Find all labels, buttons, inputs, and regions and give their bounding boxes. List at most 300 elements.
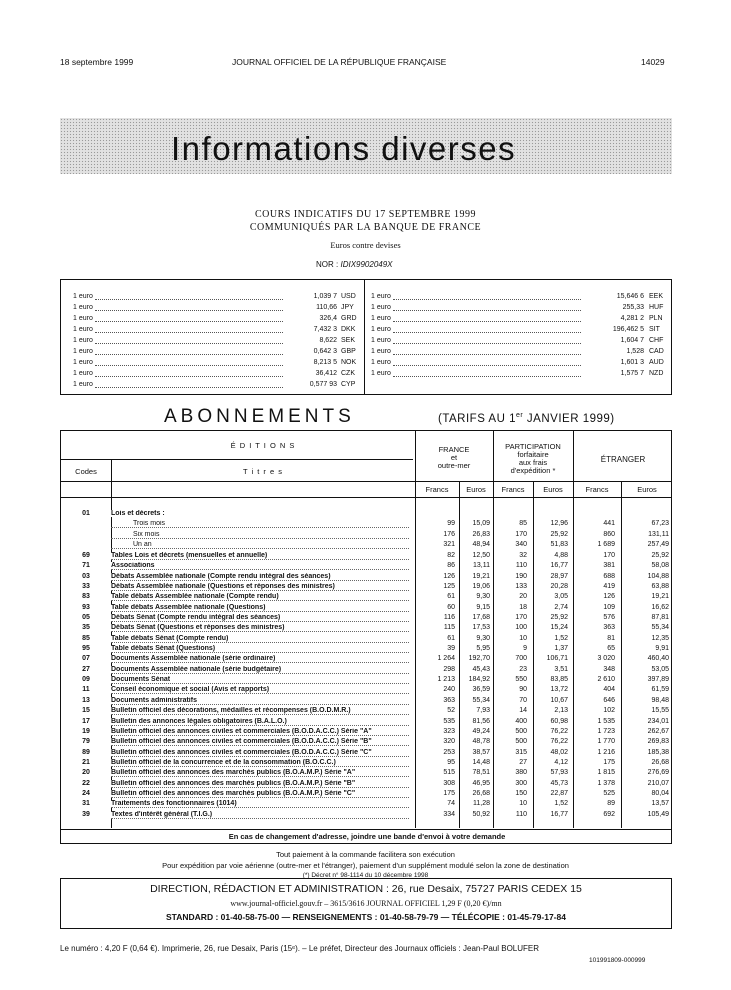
row-value: 5,95 (476, 645, 490, 653)
row-code: 11 (82, 686, 90, 694)
row-code: 27 (82, 665, 90, 673)
row-value: 25,92 (651, 551, 669, 559)
row-value: 89 (607, 800, 615, 808)
row-value: 61 (447, 634, 455, 642)
table-row (61, 520, 673, 530)
rate-leader (95, 299, 283, 300)
row-value: 52 (447, 707, 455, 715)
row-value: 58,08 (651, 562, 669, 570)
table-row (61, 583, 673, 593)
rates-right-column (371, 293, 669, 381)
rate-row (371, 359, 669, 370)
rate-unit: 1 euro (371, 348, 391, 355)
row-title-text: Documents Assemblée nationale (série budgétaire) (111, 665, 282, 673)
row-value: 83,85 (550, 676, 568, 684)
rate-unit: 1 euro (73, 293, 93, 300)
abonnements-title: ABONNEMENTS (164, 406, 355, 427)
table-row (61, 707, 673, 717)
row-title (111, 686, 415, 696)
rate-leader (393, 354, 581, 355)
etranger-header: ÉTRANGER (600, 455, 646, 464)
rate-row (73, 370, 356, 381)
row-code: 71 (82, 562, 90, 570)
row-title (111, 718, 415, 728)
row-title-text: Bulletin officiel des annonces des marchés publics (B.O.A.M.P.) Série "A" (111, 769, 356, 777)
row-title-text: Bulletin officiel des décorations, médailles et récompenses (B.O.D.M.R.) (111, 707, 351, 715)
row-title-text: Débats Sénat (Compte rendu intégral des séances) (111, 614, 281, 621)
table-row (61, 552, 673, 562)
titres-header: T i t r e s (242, 467, 284, 476)
rate-value: 1,601 3 (620, 359, 644, 366)
row-title (111, 676, 415, 686)
rate-leader (95, 365, 283, 366)
row-value: 550 (515, 676, 527, 684)
row-title-text: Table débats Sénat (Questions) (111, 645, 216, 653)
cours-line2: COMMUNIQUÉS PAR LA BANQUE DE FRANCE (249, 222, 482, 233)
table-row (61, 624, 673, 634)
table-row (61, 604, 673, 614)
row-value: 38,57 (472, 748, 490, 756)
row-value: 133 (515, 582, 527, 590)
row-code: 33 (82, 582, 90, 590)
row-value: 4,88 (554, 551, 568, 559)
row-value: 50,92 (472, 810, 490, 818)
rate-value: 1,039 7 (313, 293, 337, 300)
abonnements-subtitle (438, 412, 615, 425)
row-line (61, 459, 413, 460)
row-value: 348 (603, 665, 615, 673)
row-value: 240 (443, 686, 455, 694)
subtitle-part: (TARIFS AU 1 (438, 412, 516, 425)
row-value: 515 (443, 769, 455, 777)
row-code: 89 (82, 748, 90, 756)
rate-leader (95, 321, 283, 322)
rate-value: 0,642 3 (313, 348, 337, 355)
row-title-text: Traitements des fonctionnaires (1014) (111, 800, 237, 808)
row-title (111, 697, 415, 707)
row-value: 106,71 (546, 655, 568, 663)
row-value: 441 (603, 520, 615, 528)
rate-value: 110,66 (316, 304, 337, 311)
row-title-text: Débats Assemblée nationale (Questions et réponses des ministres) (111, 582, 335, 590)
row-value: 692 (603, 810, 615, 818)
subscriptions-table (60, 430, 672, 844)
row-title-text: Un an (133, 541, 152, 549)
row-title-text: Table débats Sénat (Compte rendu) (111, 634, 229, 642)
row-value: 1 216 (597, 748, 615, 756)
france-header-line: FRANCE (438, 445, 470, 454)
row-title-text: Conseil économique et social (Avis et rapports) (111, 686, 270, 694)
row-value: 257,49 (647, 541, 669, 549)
row-value: 9,15 (476, 603, 490, 611)
row-title (111, 573, 415, 583)
table-row (61, 645, 673, 655)
row-code: 17 (82, 717, 90, 725)
row-title-text: Six mois (133, 530, 160, 538)
table-row (61, 697, 673, 707)
rate-value: 1,604 7 (620, 337, 644, 344)
row-title (111, 562, 415, 572)
row-title (111, 759, 415, 769)
row-value: 1 378 (597, 779, 615, 787)
row-value: 16,77 (550, 810, 568, 818)
row-code: 01 (82, 510, 90, 517)
rate-unit: 1 euro (73, 381, 93, 388)
row-value: 253 (443, 748, 455, 756)
row-value: 170 (515, 530, 527, 538)
rate-currency: NOK (341, 359, 357, 366)
row-value: 70 (519, 696, 527, 704)
row-value: 61 (447, 593, 455, 601)
row-title (111, 583, 415, 593)
row-value: 2,13 (554, 707, 568, 715)
nor-value: IDIX9902049X (340, 260, 393, 269)
rate-unit: 1 euro (73, 326, 93, 333)
row-value: 2,74 (554, 603, 568, 611)
row-value: 26,68 (651, 758, 669, 766)
row-value: 175 (443, 789, 455, 797)
row-value: 55,34 (472, 696, 490, 704)
row-code: 31 (82, 800, 90, 808)
rate-currency: DKK (341, 326, 356, 333)
row-value: 18 (519, 603, 527, 611)
row-value: 9,30 (476, 634, 490, 642)
table-row (61, 562, 673, 572)
table-row (61, 738, 673, 748)
rate-value: 36,412 (315, 370, 337, 377)
row-value: 15,55 (651, 707, 669, 715)
row-value: 210,07 (647, 779, 669, 787)
row-value: 419 (603, 582, 615, 590)
row-title (111, 541, 415, 551)
row-value: 381 (603, 562, 615, 570)
row-value: 688 (603, 572, 615, 580)
rate-value: 4,281 2 (620, 315, 644, 322)
row-value: 46,95 (472, 779, 490, 787)
row-value: 4,12 (554, 758, 568, 766)
rate-unit: 1 euro (371, 326, 391, 333)
rate-unit: 1 euro (73, 337, 93, 344)
row-title-text: Débats Assemblée nationale (Compte rendu intégral des séances) (111, 572, 331, 580)
row-title-text: Table débats Assemblée nationale (Compte rendu) (111, 593, 279, 601)
row-code: 83 (82, 593, 90, 601)
row-value: 176 (443, 530, 455, 538)
row-value: 500 (515, 738, 527, 746)
rate-currency: NZD (649, 370, 664, 377)
rate-leader (95, 332, 283, 333)
row-code: 22 (82, 779, 90, 787)
rate-unit: 1 euro (73, 359, 93, 366)
row-value: 15,09 (472, 520, 490, 528)
row-value: 14 (519, 707, 527, 715)
rate-row (371, 326, 669, 337)
nor-reference (316, 260, 393, 269)
rate-unit: 1 euro (73, 304, 93, 311)
euros-header: Euros (637, 485, 657, 494)
row-value: 26,68 (472, 789, 490, 797)
rate-value: 326,4 (319, 315, 337, 322)
row-value: 12,35 (651, 634, 669, 642)
row-title (111, 707, 415, 717)
row-value: 1 770 (597, 738, 615, 746)
rate-row (371, 370, 669, 381)
row-value: 131,11 (648, 530, 669, 538)
rate-unit: 1 euro (73, 315, 93, 322)
rates-divider (364, 280, 365, 394)
row-value: 1 723 (597, 727, 615, 735)
table-row (61, 573, 673, 583)
row-value: 170 (515, 614, 527, 621)
row-value: 80,04 (651, 789, 669, 797)
row-code: 35 (82, 624, 90, 632)
banner-title: Informations diverses (171, 130, 517, 167)
row-value: 3,05 (554, 593, 568, 601)
row-value: 86 (447, 562, 455, 570)
row-value: 51,83 (550, 541, 568, 549)
row-value: 110 (515, 562, 527, 570)
row-value: 63,88 (651, 582, 669, 590)
row-value: 13,72 (550, 686, 568, 694)
table-row (61, 676, 673, 686)
row-value: 1 213 (437, 676, 455, 684)
row-title (111, 624, 415, 634)
france-header-line: et (450, 453, 458, 462)
row-title (111, 531, 415, 541)
row-value: 57,93 (550, 769, 568, 777)
row-value: 192,70 (468, 655, 490, 663)
table-footnote: En cas de changement d'adresse, joindre une bande d'envoi à votre demande (228, 832, 506, 841)
row-value: 76,22 (550, 727, 568, 735)
row-title (111, 811, 415, 821)
row-title-text: Table débats Assemblée nationale (Questions) (111, 603, 266, 611)
row-code: 85 (82, 634, 90, 642)
direction-line2: www.journal-officiel.gouv.fr – 3615/3616 JOURNAL OFFICIEL 1,29 F (0,20 €)/mn (230, 899, 502, 908)
rate-leader (393, 310, 581, 311)
participation-header-line: PARTICIPATION (505, 442, 561, 451)
row-title-text: Documents administratifs (111, 696, 197, 704)
codes-header: Codes (75, 467, 97, 476)
row-code: 03 (82, 572, 90, 580)
row-value: 60 (447, 603, 455, 611)
rate-unit: 1 euro (371, 337, 391, 344)
row-title (111, 655, 415, 665)
row-title-text: Trois mois (133, 520, 166, 528)
rate-value: 0,577 93 (309, 381, 337, 388)
table-row (61, 769, 673, 779)
row-title (111, 645, 415, 655)
row-value: 860 (603, 530, 615, 538)
row-value: 76,22 (550, 738, 568, 746)
row-value: 234,01 (647, 717, 669, 725)
row-value: 45,43 (472, 665, 490, 673)
cours-line3: Euros contre devises (330, 240, 401, 250)
rate-unit: 1 euro (371, 359, 391, 366)
direction-line3: STANDARD : 01-40-58-75-00 — RENSEIGNEMENTS : 01-40-58-79-79 — TÉLÉCOPIE : 01-45-79-17-84 (166, 912, 566, 922)
row-code: 79 (82, 738, 90, 746)
row-value: 126 (603, 593, 615, 601)
row-code: 69 (82, 551, 90, 559)
rate-row (371, 293, 669, 304)
row-title (111, 666, 415, 676)
row-value: 99 (447, 520, 455, 528)
section-banner (60, 118, 672, 174)
row-value: 25,92 (550, 530, 568, 538)
row-title-text: Textes d'intérêt général (T.I.G.) (111, 810, 213, 818)
rate-leader (95, 343, 283, 344)
row-title (111, 635, 415, 645)
row-title (111, 738, 415, 748)
row-value: 576 (603, 614, 615, 621)
row-value: 10 (519, 634, 527, 642)
row-value: 11,28 (473, 800, 490, 808)
row-value: 17,68 (472, 614, 490, 621)
rate-row (371, 304, 669, 315)
row-title-text: Documents Assemblée nationale (série ordinaire) (111, 655, 276, 663)
row-code: 20 (82, 769, 90, 777)
row-code: 15 (82, 707, 90, 715)
table-row (61, 811, 673, 821)
euros-header: Euros (543, 485, 563, 494)
row-value: 13,57 (651, 800, 669, 808)
rate-value: 8,622 (319, 337, 337, 344)
row-value: 95 (447, 758, 455, 766)
row-value: 109 (603, 603, 615, 611)
rate-value: 196,462 5 (612, 326, 644, 333)
table-row (61, 790, 673, 800)
rate-leader (393, 299, 581, 300)
row-value: 25,92 (550, 614, 568, 621)
rate-leader (95, 310, 283, 311)
row-value: 90 (519, 686, 527, 694)
row-value: 82 (447, 551, 455, 559)
row-value: 363 (443, 696, 455, 704)
rate-value: 8,213 5 (313, 359, 337, 366)
table-row (61, 531, 673, 541)
rate-currency: CYP (341, 381, 356, 388)
note-line1: Tout paiement à la commande facilitera son exécution (276, 850, 455, 859)
rate-unit: 1 euro (371, 315, 391, 322)
row-value: 39 (447, 645, 455, 653)
row-value: 12,50 (472, 551, 490, 559)
row-value: 12,96 (550, 520, 568, 528)
row-value: 19,21 (651, 593, 669, 601)
row-line (61, 497, 671, 498)
row-value: 1,52 (554, 800, 568, 808)
row-title (111, 769, 415, 779)
rate-leader (393, 365, 581, 366)
row-value: 67,23 (651, 520, 669, 528)
header-journal-title: JOURNAL OFFICIEL DE LA RÉPUBLIQUE FRANÇAISE (232, 57, 447, 67)
row-value: 323 (443, 727, 455, 735)
row-value: 32 (519, 551, 527, 559)
row-value: 28,97 (550, 572, 568, 580)
rate-value: 1,575 7 (620, 370, 644, 377)
rate-currency: SEK (341, 337, 356, 344)
rate-currency: SIT (649, 326, 660, 333)
row-title-text: Bulletin officiel des annonces civiles et commerciales (B.O.D.A.C.C.) Série "B" (111, 738, 372, 746)
table-row (61, 655, 673, 665)
rate-leader (95, 387, 283, 388)
row-value: 1 535 (597, 717, 615, 725)
row-code: 95 (82, 645, 90, 653)
row-value: 300 (515, 779, 527, 787)
row-value: 460,40 (647, 655, 669, 663)
table-row (61, 593, 673, 603)
row-title (111, 593, 415, 603)
row-title (111, 800, 415, 810)
row-value: 3,51 (554, 665, 568, 673)
rate-row (73, 337, 356, 348)
rate-unit: 1 euro (371, 304, 391, 311)
cours-line1: COURS INDICATIFS DU 17 SEPTEMBRE 1999 (254, 209, 477, 220)
header-page-number: 14029 (641, 57, 665, 67)
note-line3: (*) Décret n° 98-1114 du 10 décembre 1998 (302, 872, 429, 879)
row-value: 397,89 (647, 676, 669, 684)
rate-currency: GRD (341, 315, 357, 322)
row-title (111, 510, 415, 520)
row-title-text: Bulletin des annonces légales obligatoires (B.A.L.O.) (111, 717, 287, 725)
row-title (111, 749, 415, 759)
row-value: 9 (523, 645, 527, 653)
rate-value: 255,33 (622, 304, 644, 311)
rate-currency: JPY (341, 304, 354, 311)
rate-currency: CHF (649, 337, 664, 344)
table-row (61, 800, 673, 810)
row-value: 17,53 (472, 624, 490, 632)
nor-label: NOR : (316, 260, 339, 269)
row-value: 85 (519, 520, 527, 528)
row-value: 98,48 (651, 696, 669, 704)
rate-row (371, 315, 669, 326)
row-value: 48,78 (472, 738, 490, 746)
rate-row (73, 304, 356, 315)
rate-unit: 1 euro (73, 370, 93, 377)
row-value: 105,49 (647, 810, 669, 818)
row-value: 20,28 (550, 582, 568, 590)
row-title-text: Débats Sénat (Questions et réponses des ministres) (111, 624, 285, 632)
rate-value: 15,646 6 (616, 293, 644, 300)
row-value: 9,91 (655, 645, 669, 653)
rate-row (73, 326, 356, 337)
france-header (415, 446, 493, 470)
rate-row (73, 381, 356, 392)
row-value: 334 (443, 810, 455, 818)
rate-value: 7,432 3 (313, 326, 337, 333)
row-value: 170 (603, 551, 615, 559)
row-value: 23 (519, 665, 527, 673)
row-code: 13 (82, 696, 90, 704)
direction-line1: DIRECTION, RÉDACTION ET ADMINISTRATION : 26, rue Desaix, 75727 PARIS CEDEX 15 (150, 883, 582, 895)
row-value: 321 (443, 541, 455, 549)
row-value: 10 (519, 800, 527, 808)
rate-unit: 1 euro (73, 348, 93, 355)
row-value: 48,02 (550, 748, 568, 756)
row-value: 116 (443, 614, 455, 621)
row-value: 1,52 (554, 634, 568, 642)
row-value: 20 (519, 593, 527, 601)
row-code: 19 (82, 727, 90, 735)
row-value: 10,67 (550, 696, 568, 704)
rate-currency: PLN (649, 315, 663, 322)
rate-row (73, 293, 356, 304)
row-value: 15,24 (550, 624, 568, 632)
row-value: 1 815 (597, 769, 615, 777)
row-value: 315 (515, 748, 527, 756)
row-value: 190 (515, 572, 527, 580)
row-value: 400 (515, 717, 527, 725)
row-value: 22,87 (550, 789, 568, 797)
row-value: 363 (603, 624, 615, 632)
